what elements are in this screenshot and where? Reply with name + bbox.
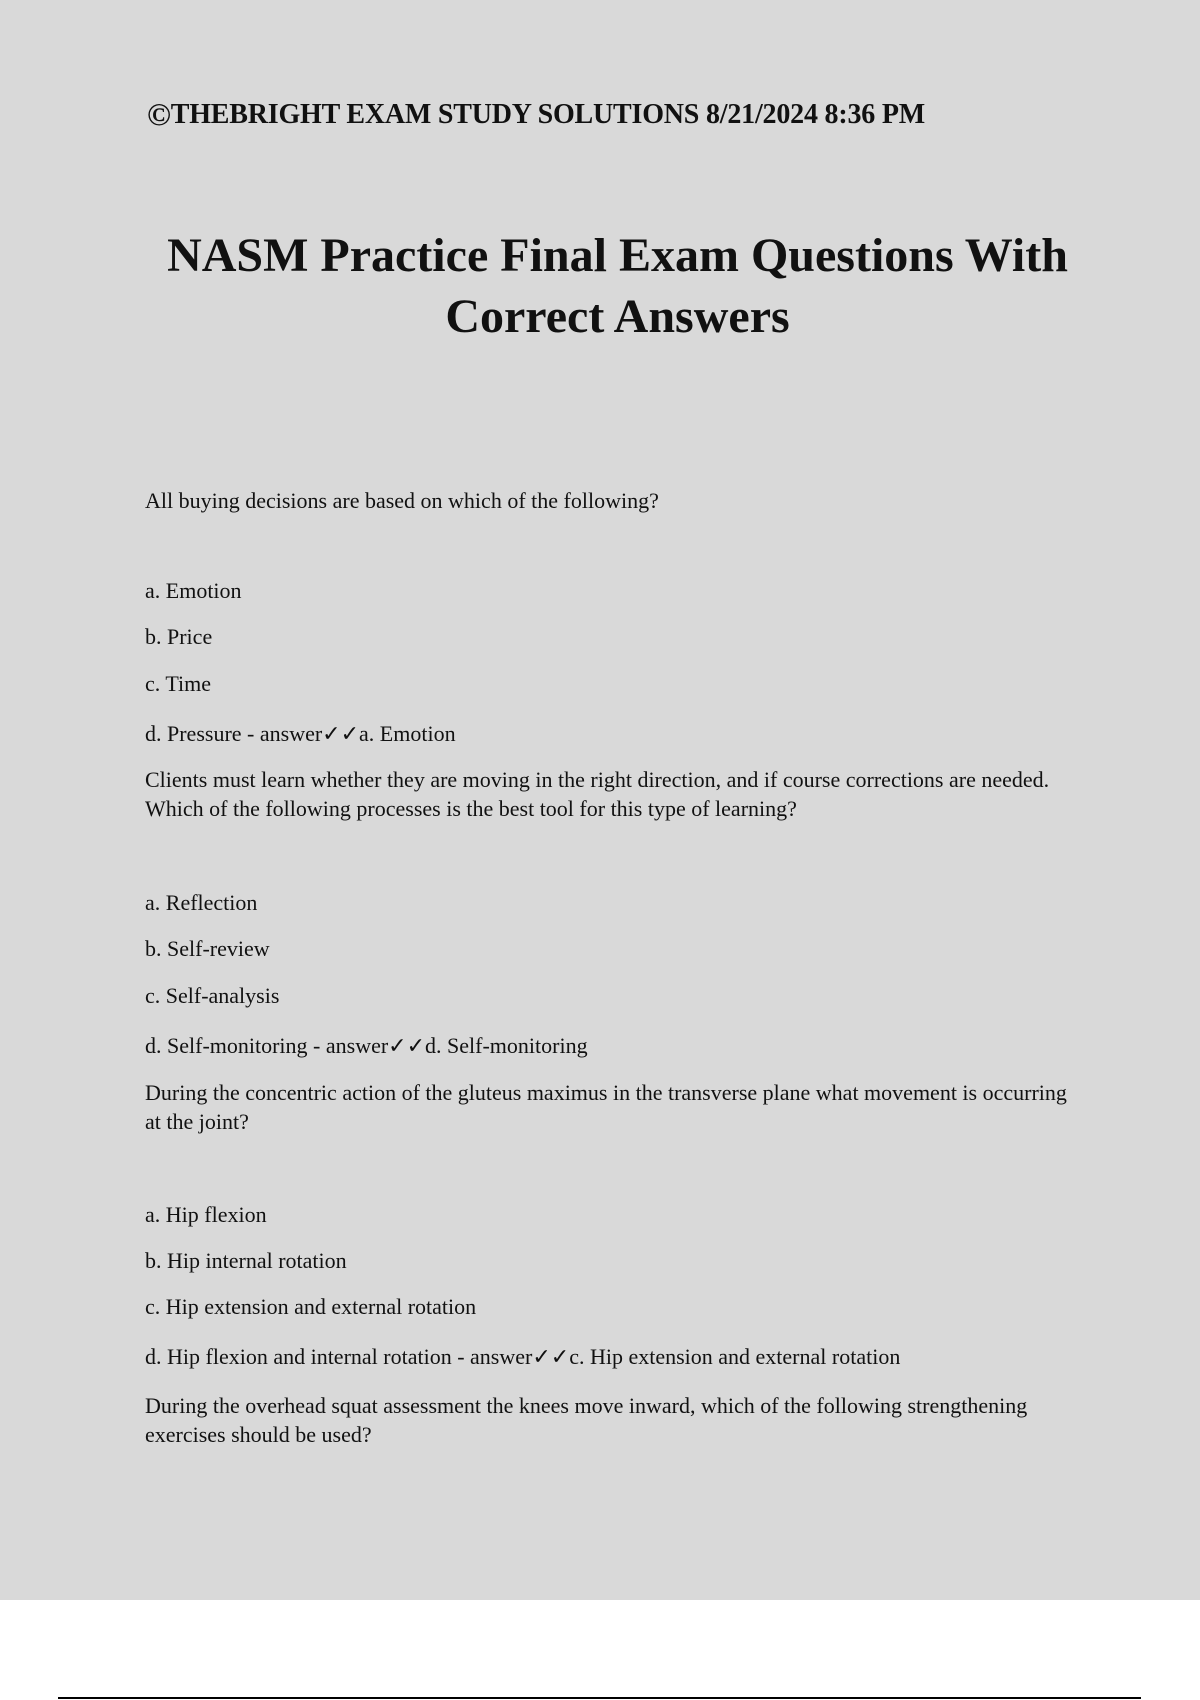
question-1-option-b: b. Price bbox=[145, 624, 213, 649]
header-text: THEBRIGHT EXAM STUDY SOLUTIONS 8/21/2024 8:36 PM bbox=[170, 99, 925, 130]
question-2-option-b: b. Self-review bbox=[145, 936, 270, 961]
question-3-option-a: a. Hip flexion bbox=[145, 1202, 267, 1227]
footer-divider bbox=[58, 1697, 1141, 1699]
copyright-icon: © bbox=[147, 96, 171, 132]
question-1-text: All buying decisions are based on which of the following? bbox=[145, 488, 659, 513]
question-2-option-d-answer: d. Self-monitoring - answer✓✓d. Self-monitoring bbox=[145, 1033, 588, 1058]
title-line-2: Correct Answers bbox=[445, 290, 790, 343]
question-3-text: During the concentric action of the gluteus maximus in the transverse plane what movement is occurring at the joint? bbox=[145, 1080, 1067, 1134]
question-1-option-c: c. Time bbox=[145, 671, 212, 696]
question-3-option-b: b. Hip internal rotation bbox=[145, 1248, 347, 1273]
question-3-option-c: c. Hip extension and external rotation bbox=[145, 1294, 477, 1319]
question-2-option-a: a. Reflection bbox=[145, 890, 258, 915]
question-3-option-d-answer: d. Hip flexion and internal rotation - answer✓✓c. Hip extension and external rotation bbox=[145, 1344, 901, 1369]
title-line-1: NASM Practice Final Exam Questions With bbox=[167, 229, 1068, 282]
question-2-text: Clients must learn whether they are moving in the right direction, and if course corrections are needed. Which of the following processes is the best tool for this type of learning? bbox=[145, 767, 1050, 821]
question-1-option-d-answer: d. Pressure - answer✓✓a. Emotion bbox=[145, 721, 456, 746]
document-header bbox=[147, 96, 925, 133]
document-title bbox=[100, 225, 1135, 347]
question-4-text: During the overhead squat assessment the knees move inward, which of the following strengthening exercises should be used? bbox=[145, 1393, 1028, 1447]
question-2-option-c: c. Self-analysis bbox=[145, 983, 280, 1008]
question-1-option-a: a. Emotion bbox=[145, 578, 242, 603]
